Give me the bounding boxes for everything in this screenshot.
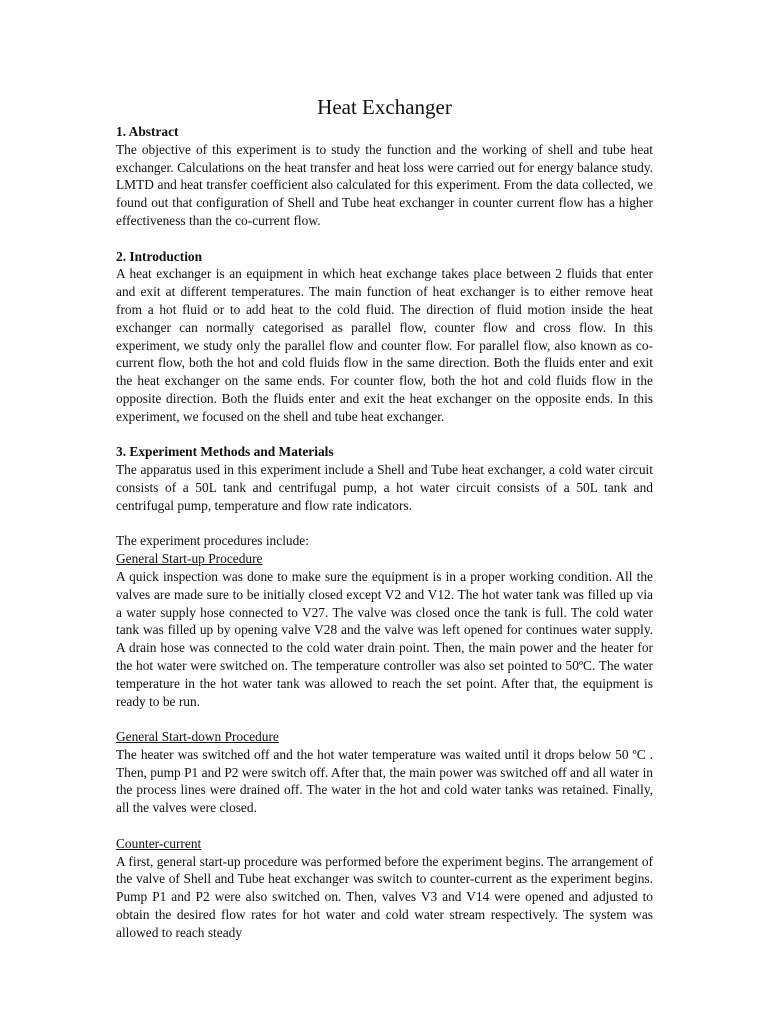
startdown-heading: General Start-down Procedure (116, 729, 279, 745)
procedures-intro: The experiment procedures include: (116, 533, 309, 549)
methods-heading: 3. Experiment Methods and Materials (116, 444, 334, 460)
counter-current-heading: Counter-current (116, 835, 202, 851)
abstract-heading: 1. Abstract (116, 124, 179, 139)
startup-text: A quick inspection was done to make sure the equipment is in a proper working condition. All the valves are made sure to be initially closed except V2 and V12. The hot water tank was filled up via a water supply hose connected to V27. The valve was closed once the tank is full. The cold water tank was filled up by opening valve V28 and the valve was left opened for continues water supply. A drain hose was connected to the cold water drain point. Then, the main power and the heater for the hot water were switched on. The temperature controller was also set pointed to 50ºC. The water temperature in the hot water tank was allowed to reach the set point. After that, the equipment is ready to be run. (116, 568, 653, 709)
document-page (116, 94, 653, 942)
methods-text: The apparatus used in this experiment include a Shell and Tube heat exchanger, a cold water circuit consists of a 50L tank and centrifugal pump, a hot water circuit consists of a 50L tank and centrifugal pump, temperature and flow rate indicators. (116, 462, 653, 513)
document-title: Heat Exchanger (317, 95, 452, 119)
spacer (116, 230, 653, 248)
counter-current-text: A first, general start-up procedure was performed before the experiment begins. The arrangement of the valve of Shell and Tube heat exchanger was switch to counter-current as the experiment begins. Pump P1 and P2 were also switched on. Then, valves V3 and V14 were opened and adjusted to obtain the desired flow rates for hot water and cold water stream respectively. The system was allowed to reach steady (116, 853, 653, 940)
introduction-text: A heat exchanger is an equipment in which heat exchange takes place between 2 fluids that enter and exit at different temperatures. The main function of heat exchanger is to either remove heat from a hot fluid or to add heat to the cold fluid. The direction of fluid motion inside the heat exchanger can normally categorised as parallel flow, counter flow and cross flow. In this experiment, we study only the parallel flow and counter flow. For parallel flow, also known as co-current flow, both the hot and cold fluids flow in the same direction. Both the fluids enter and exit the heat exchanger on the same ends. For counter flow, both the hot and cold fluids flow in the opposite direction. Both the fluids enter and exit the heat exchanger on the opposite ends. In this experiment, we focused on the shell and tube heat exchanger. (116, 266, 653, 424)
spacer (116, 817, 653, 835)
spacer (116, 710, 653, 728)
abstract-text: The objective of this experiment is to study the function and the working of shell and tube heat exchanger. Calculations on the heat transfer and heat loss were carried out for energy balance study. LMTD and heat transfer coefficient also calculated for this experiment. From the data collected, we found out that configuration of Shell and Tube heat exchanger in counter current flow has a higher effectiveness than the co-current flow. (116, 141, 653, 228)
spacer (116, 515, 653, 533)
spacer (116, 426, 653, 444)
startdown-text: The heater was switched off and the hot water temperature was waited until it drops below 50 ºC . Then, pump P1 and P2 were switch off. After that, the main power was switched off and all water in the process lines were drained off. The water in the hot and cold water tanks was retained. Finally, all the valves were closed. (116, 746, 653, 816)
introduction-heading: 2. Introduction (116, 248, 203, 264)
startup-heading: General Start-up Procedure (116, 551, 263, 567)
